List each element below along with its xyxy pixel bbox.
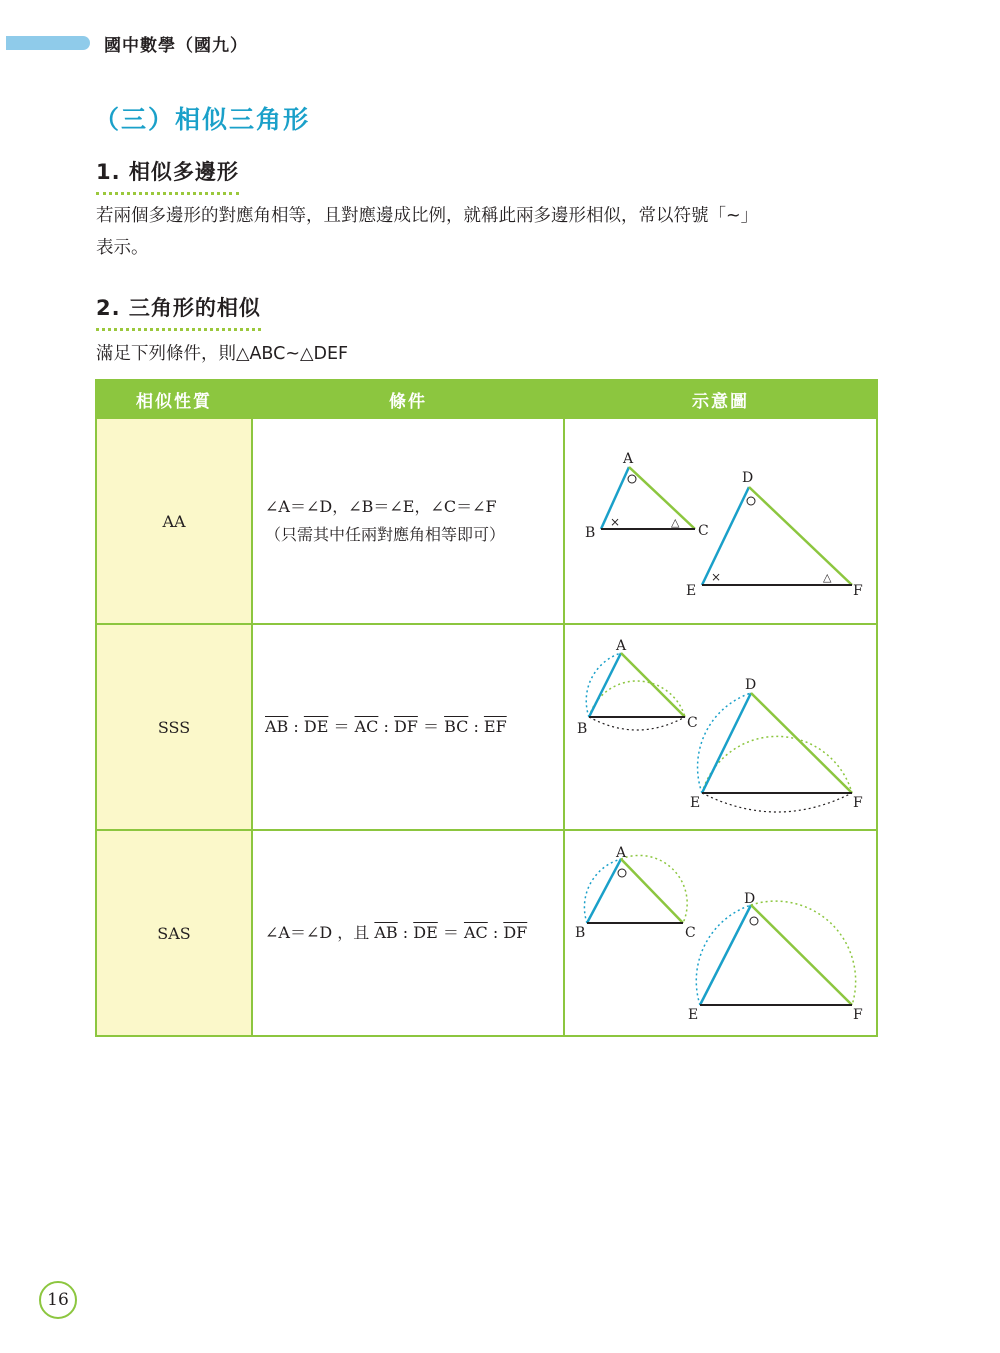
diagram-sss-svg [565, 625, 876, 829]
condition-aa-line2: （只需其中任兩對應角相等即可） [265, 525, 506, 544]
vertex-f: F [853, 583, 863, 599]
svg-text:×: × [610, 515, 621, 529]
vertex-d: D [745, 677, 757, 693]
diagram-sas [564, 830, 877, 1036]
segment-ab: $\overline{AB}$ [265, 717, 289, 736]
vertex-c: C [698, 523, 709, 539]
condition-aa-line1: ∠A＝∠D，∠B＝∠E，∠C＝∠F [265, 497, 497, 516]
vertex-b: B [585, 525, 596, 541]
vertex-a: A [616, 845, 627, 861]
segment-bc: $\overline{BC}$ [444, 717, 469, 736]
segment-ab: $\overline{AB}$ [374, 923, 398, 942]
vertex-d: D [742, 470, 754, 486]
condition-sss: $\overline{AB}$ : $\overline{DE} = \overline{AC}$ : $\overline{DF} = \overline{BC}$ : $\overline{EF}$ [252, 624, 564, 830]
vertex-c: C [685, 925, 696, 941]
segment-de: $\overline{DE}$ [413, 923, 438, 942]
similar-polygons-definition [96, 200, 886, 264]
diagram-sas-svg [565, 831, 876, 1035]
vertex-b: B [575, 925, 586, 941]
vertex-e: E [688, 1007, 699, 1023]
property-sas: SAS [96, 830, 252, 1036]
svg-text:×: × [711, 570, 722, 584]
property-sss: SSS [96, 624, 252, 830]
similarity-conditions-table [95, 379, 878, 1037]
segment-de: $\overline{DE}$ [303, 717, 329, 736]
vertex-e: E [686, 583, 697, 599]
header-property: 相似性質 [96, 380, 252, 418]
svg-text:△: △ [823, 571, 832, 584]
book-title: 國中數學（國九） [104, 36, 248, 56]
table-row-sss [96, 624, 877, 830]
vertex-f: F [853, 1007, 863, 1023]
condition-aa [252, 418, 564, 624]
vertex-a: A [623, 451, 634, 467]
vertex-a: A [616, 638, 627, 654]
diagram-aa-svg [565, 419, 876, 623]
diagram-aa [564, 418, 877, 624]
header-accent-bar [6, 36, 90, 50]
section-title: （三）相似三角形 [94, 105, 311, 134]
subsection-heading-triangle-similarity: 2. 三角形的相似 [96, 292, 261, 331]
segment-df: $\overline{DF}$ [393, 717, 418, 736]
vertex-d: D [744, 891, 756, 907]
definition-line-2: 表示。 [96, 238, 149, 258]
vertex-f: F [853, 795, 863, 811]
property-aa: AA [96, 418, 252, 624]
segment-df: $\overline{DF}$ [503, 923, 528, 942]
table-row-sas [96, 830, 877, 1036]
definition-line-1: 若兩個多邊形的對應角相等，且對應邊成比例，就稱此兩多邊形相似，常以符號「~」 [96, 206, 759, 226]
header-diagram: 示意圖 [564, 380, 877, 418]
segment-ac: $\overline{AC}$ [463, 923, 488, 942]
header-condition: 條件 [252, 380, 564, 418]
vertex-c: C [687, 715, 698, 731]
page-number: 16 [39, 1281, 77, 1319]
subsection-heading-similar-polygons: 1. 相似多邊形 [96, 156, 239, 195]
svg-text:△: △ [671, 516, 680, 529]
table-header-row [96, 380, 877, 418]
vertex-b: B [577, 721, 588, 737]
segment-ac: $\overline{AC}$ [354, 717, 379, 736]
vertex-e: E [690, 795, 701, 811]
condition-sas-prefix: ∠A＝∠D ，且 [265, 923, 375, 942]
table-row-aa [96, 418, 877, 624]
segment-ef: $\overline{EF}$ [483, 717, 507, 736]
condition-sas: ∠A＝∠D ，且 $\overline{AB}$ : $\overline{DE} = \overline{AC}$ : $\overline{DF}$ [252, 830, 564, 1036]
triangle-similarity-intro: 滿足下列條件，則△ABC~△DEF [96, 344, 349, 364]
diagram-sss [564, 624, 877, 830]
